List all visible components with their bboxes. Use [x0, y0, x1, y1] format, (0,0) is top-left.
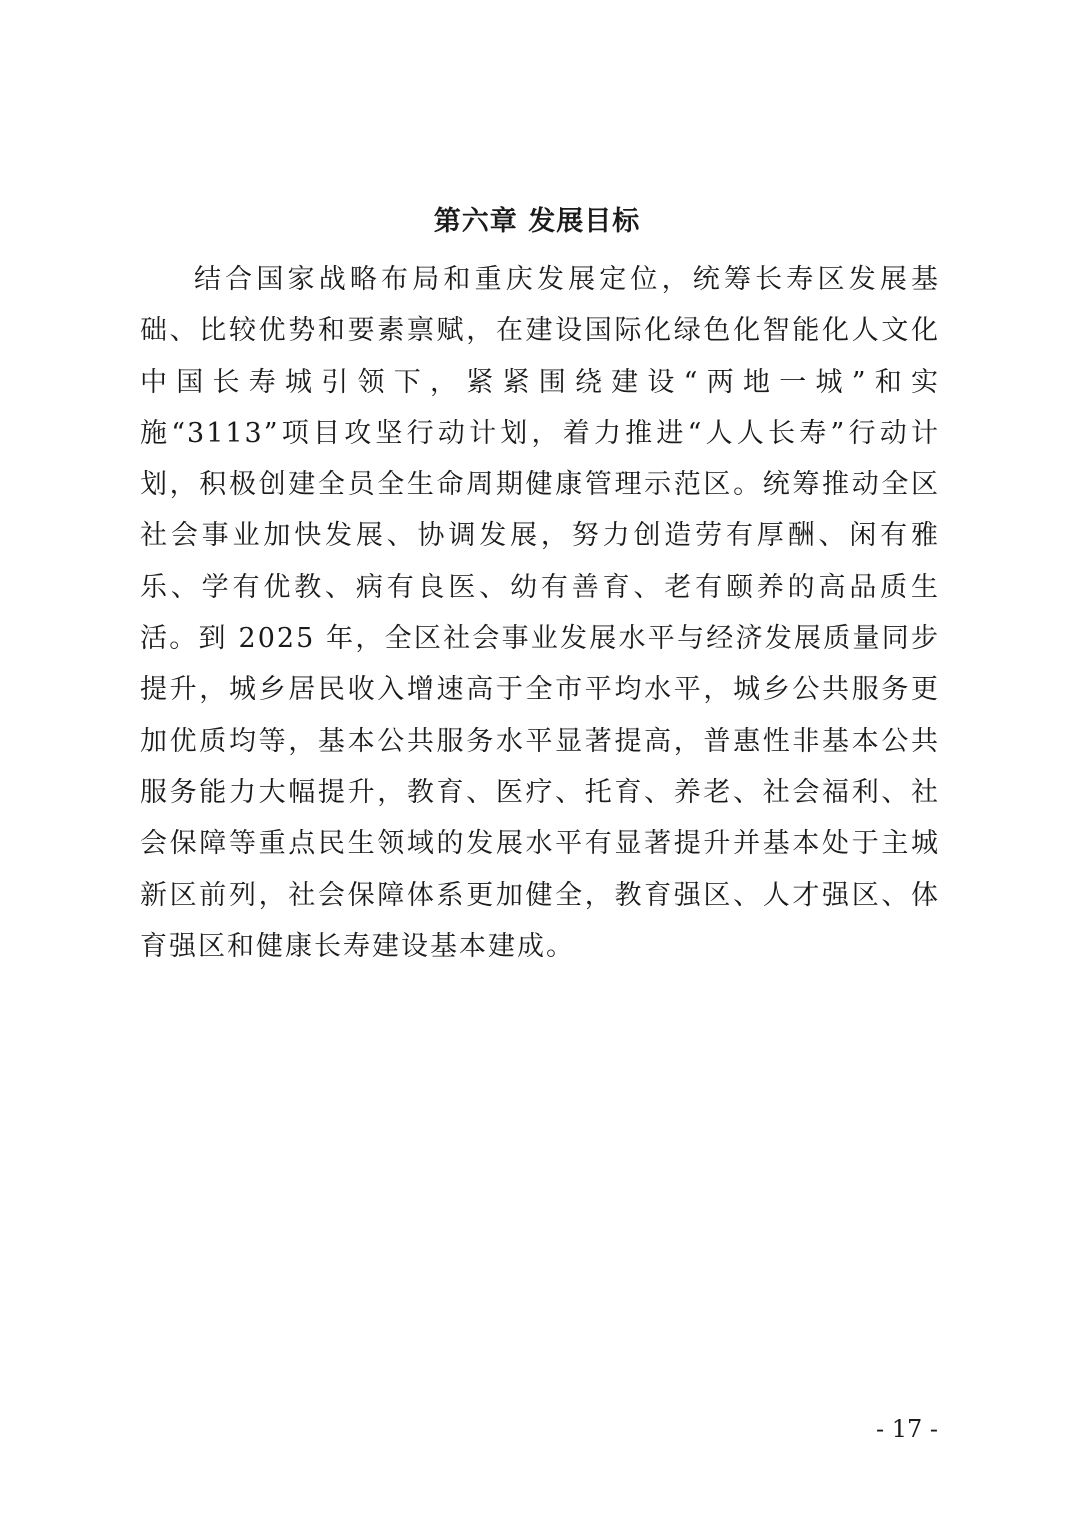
chapter-title: 第六章 发展目标	[433, 206, 641, 237]
page-number: - 17 -	[875, 1415, 938, 1443]
body-paragraph: 结合国家战略布局和重庆发展定位，统筹长寿区发展基础、比较优势和要素禀赋，在建设国际化绿色化智能化人文化中国长寿城引领下，紧紧围绕建设“两地一城”和实施“3113”项目攻坚行动计划，着力推进“人人长寿”行动计划，积极创建全员全生命周期健康管理示范区。统筹推动全区社会事业加快发展、协调发展，努力创造劳有厚酬、闲有雅乐、学有优教、病有良医、幼有善育、老有颐养的高品质生活。到 2025 年，全区社会事业发展水平与经济发展质量同步提升，城乡居民收入增速高于全市平均水平，城乡公共服务更加优质均等，基本公共服务水平显著提高，普惠性非基本公共服务能力大幅提升，教育、医疗、托育、养老、社会福利、社会保障等重点民生领域的发展水平有显著提升并基本处于主城新区前列，社会保障体系更加健全，教育强区、人才强区、体育强区和健康长寿建设基本建成。	[140, 264, 940, 962]
